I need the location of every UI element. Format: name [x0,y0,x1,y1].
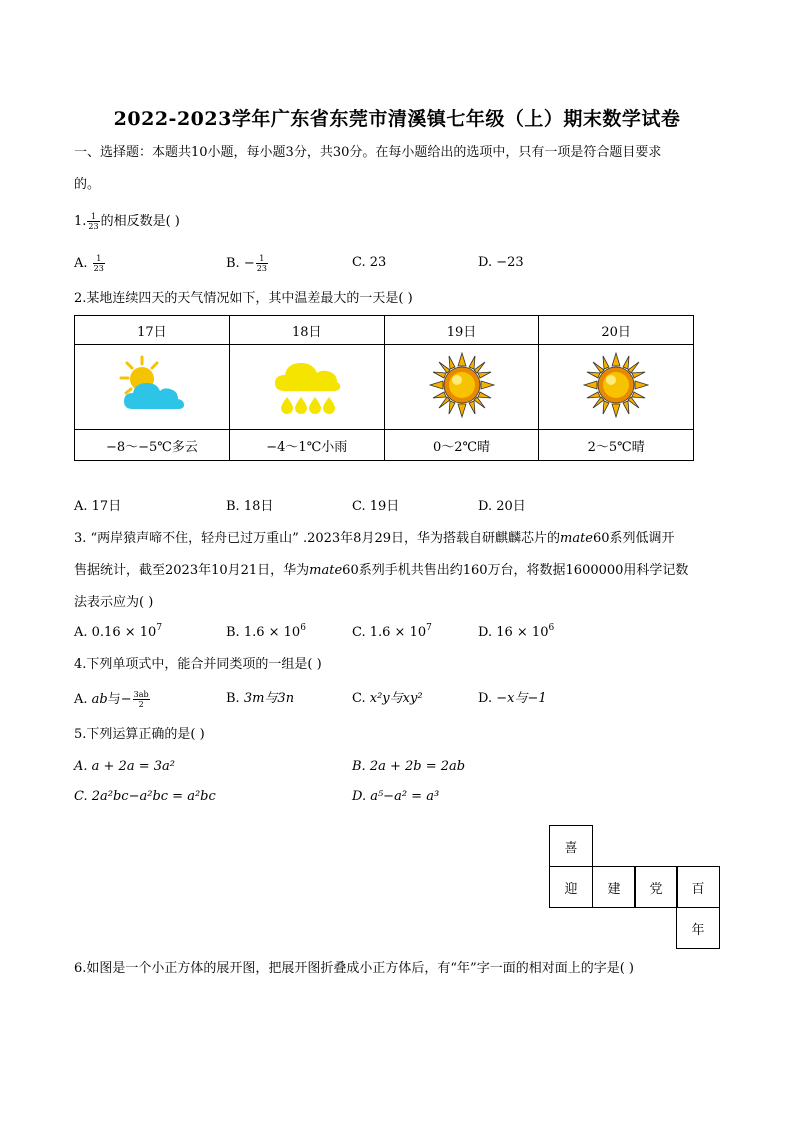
question-5: 5.下列运算正确的是( ) [74,727,205,742]
net-cell: 党 [634,866,678,908]
question-1: 1. $\frac{1}{23}$ 的相反数是( ) [74,212,180,231]
net-cell: 迎 [549,866,593,908]
weather-icon-cell [229,345,384,430]
section-instructions-line2: 的。 [74,177,101,192]
q1-option-c[interactable]: C. 23 [352,255,387,270]
q5-option-d[interactable]: D. a⁵−a² = a³ [352,789,440,804]
question-3-line3: 法表示应为( ) [74,595,154,610]
q5-option-b[interactable]: B. 2a + 2b = 2ab [352,759,466,774]
q3-option-a[interactable]: A. $0.16 \times 10^7$ [74,623,163,640]
q5-option-c[interactable]: C. 2a²bc−a²bc = a²bc [74,789,216,804]
net-cell: 百 [676,866,720,908]
q1-option-d[interactable]: D. −23 [478,255,524,270]
section-instructions-line1: 一、选择题：本题共10小题，每小题3分，共30分。在每小题给出的选项中，只有一项是符合题目要求 [74,145,662,160]
question-6: 6.如图是一个小正方体的展开图，把展开图折叠成小正方体后，有“年”字一面的相对面上的字是( ) [74,961,634,976]
sunny-icon [583,352,649,418]
question-2: 2.某地连续四天的天气情况如下，其中温差最大的一天是( ) [74,291,413,306]
exam-title: 2022-2023学年广东省东莞市清溪镇七年级（上）期末数学试卷 [113,108,681,130]
q3-option-b[interactable]: B. $1.6 \times 10^6$ [226,623,306,640]
weather-table [74,315,694,461]
question-3-line1: 3. “两岸猿声啼不住，轻舟已过万重山” .2023年8月29日，华为搭载自研麒麟芯片的mate60系列低调开 [74,531,675,546]
weather-text-cell: 2～5℃晴 [539,430,694,461]
net-cell: 喜 [549,825,593,867]
light-rain-icon [267,353,347,417]
date-cell: 20日 [539,316,694,345]
weather-icon-cell [384,345,539,430]
q4-option-b[interactable]: B. 3m与3n [226,691,295,706]
q4-option-c[interactable]: C. x²y与xy² [352,691,423,706]
weather-text-cell: 0～2℃晴 [384,430,539,461]
q3-option-d[interactable]: D. $16 \times 10^6$ [478,623,555,640]
q5-option-a[interactable]: A. a + 2a = 3a² [74,759,175,774]
q1-option-b[interactable]: B. − $\frac{1}{23}$ [226,254,267,273]
date-cell: 19日 [384,316,539,345]
q1-option-a[interactable]: A. $\frac{1}{23}$ [74,254,104,273]
fraction: $\frac{1}{23}$ [88,212,99,231]
q2-option-a[interactable]: A. 17日 [74,499,122,514]
partly-cloudy-icon [112,353,192,417]
sunny-icon [429,352,495,418]
q2-option-d[interactable]: D. 20日 [478,499,526,514]
q4-option-d[interactable]: D. −x与−1 [478,691,547,706]
net-cell: 建 [592,866,636,908]
weather-icon-cell [75,345,230,430]
date-cell: 17日 [75,316,230,345]
q3-option-c[interactable]: C. $1.6 \times 10^7$ [352,623,432,640]
weather-text-cell: −4～1℃小雨 [229,430,384,461]
q4-option-a[interactable]: A. ab与− $\frac{3ab}{2}$ [74,690,149,709]
net-cell: 年 [676,907,720,949]
q2-option-b[interactable]: B. 18日 [226,499,274,514]
q2-option-c[interactable]: C. 19日 [352,499,400,514]
weather-icon-cell [539,345,694,430]
weather-text-cell: −8～−5℃多云 [75,430,230,461]
question-4: 4.下列单项式中，能合并同类项的一组是( ) [74,657,322,672]
question-3-line2: 售据统计，截至2023年10月21日，华为mate60系列手机共售出约160万台，将数据1600000用科学记数 [74,563,689,578]
date-cell: 18日 [229,316,384,345]
